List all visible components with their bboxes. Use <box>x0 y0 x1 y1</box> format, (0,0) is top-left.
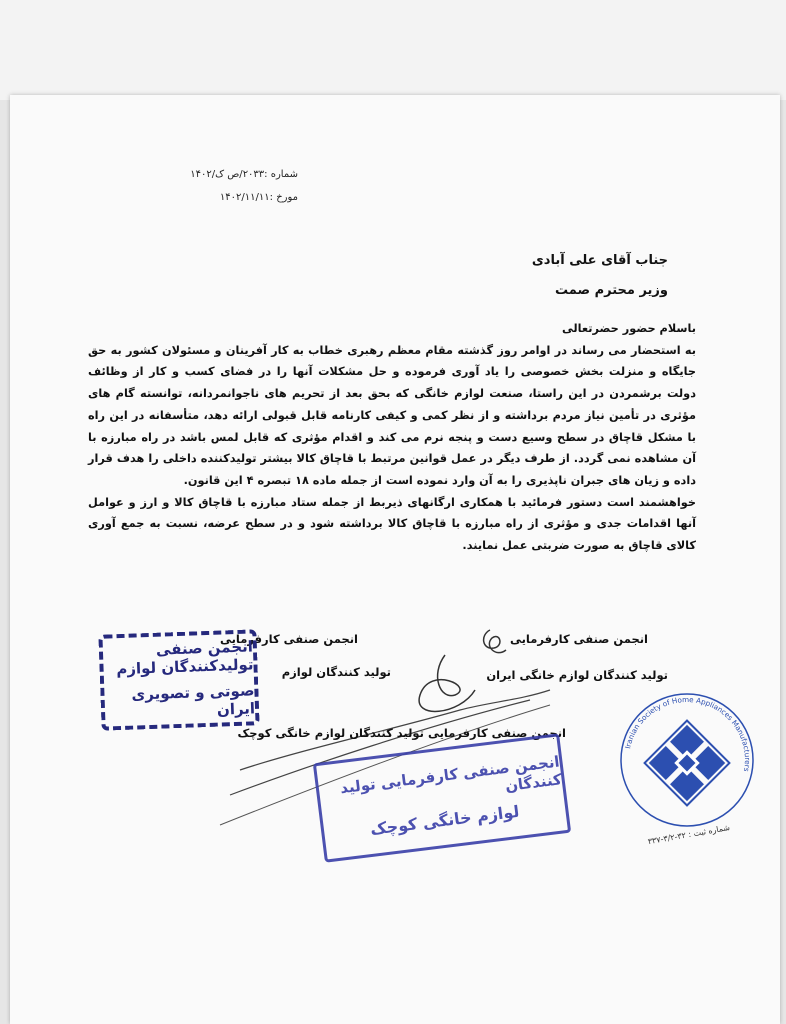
letter-meta <box>178 163 298 209</box>
greeting: باسلام حضور حضرتعالی <box>561 322 696 335</box>
stamp1-line1: انجمن صنفی تولیدکنندگان لوازم <box>115 637 254 679</box>
letter-date: مورخ :۱۴۰۲/۱۱/۱۱ <box>219 192 298 203</box>
scan-top-margin <box>0 0 786 100</box>
signatory-left-line2: تولید کنندگان لوازم <box>281 665 391 679</box>
body-paragraph-1: به استحضار می رساند در اوامر روز گذشته مقام معظم رهبری خطاب به کار آفرینان و مسئولان کشور به حق جایگاه و منزلت بخش خصوصی را یاد آوری فرموده و حل مشکلات آنها را در فضای کسب و کار از وظائف دولت برشمردن در این راستا، صنعت لوازم خانگی که بحق بعد از تحریم های ناجوانمردانه، توانسته گام های مؤثری در تأمین نیاز مردم برداشته و از نظر کمی و کیفی کارنامه قابل قبولی ارائه دهد، متأسفانه در این راه با مشکل قاچاق در سطح وسیع دست و پنجه نرم می کند و اقدام مؤثری که قابل لمس باشد در راه مبارزه با آن مشاهده نمی گردد. از طرف دیگر در عمل قوانین مرتبط با قاچاق کالا بیشتر تولیدکننده داخلی را هدف قرار داده و زیان های جبران ناپذیری را به آن وارد نموده است از جمله ماده ۱۸ تبصره ۴ این قانون. <box>88 343 696 487</box>
letter-body <box>88 318 696 557</box>
addressee-block <box>532 246 668 306</box>
letter-page <box>10 95 780 1024</box>
signatory-left-line1: انجمن صنفی کارفرمایی <box>219 632 358 646</box>
seal-ring-en: Iranian Society of Home Appliances Manufacturers <box>623 694 753 773</box>
stamp2-line1: انجمن صنفی کارفرمایی تولید کنندگان <box>339 751 563 797</box>
signatory-right-line2: تولید کنندگان لوازم خانگی ایران <box>486 668 668 682</box>
audio-video-association-stamp <box>98 629 259 730</box>
letter-number: شماره :۲۰۳۳/ص ک/۱۴۰۲ <box>190 169 298 180</box>
seal-logo-icon <box>645 721 730 806</box>
addressee-name: جناب آقای علی آبادی <box>531 253 668 268</box>
stamp1-line2: صوتی و تصویری ایران <box>131 681 256 719</box>
body-paragraph-2: خواهشمند است دستور فرمائید با همکاری ارگانهای ذیربط از جمله ستاد مبارزه با قاچاق کالا و ارز و عوامل آنها اقدامات جدی و مؤثری از راه مبارزه با قاچاق کالا برداشته شود و در سطح عرضه، نسبت به جمع آوری کالای قاچاق به صورت ضربتی عمل نمایند. <box>88 495 696 553</box>
addressee-title: وزیر محترم صمت <box>555 283 668 298</box>
seal-registration-number: شماره ثبت : ۳۲-۳/۲-۳۳۷ <box>647 822 731 847</box>
signatory-right-line1: انجمن صنفی کارفرمایی <box>509 632 648 646</box>
signatory-bottom-line: انجمن صنفی کارفرمایی تولید کنندگان لوازم خانگی کوچک <box>237 726 566 740</box>
home-appliances-association-seal <box>617 688 757 833</box>
stamp2-line2: لوازم خانگی کوچک <box>369 801 521 839</box>
